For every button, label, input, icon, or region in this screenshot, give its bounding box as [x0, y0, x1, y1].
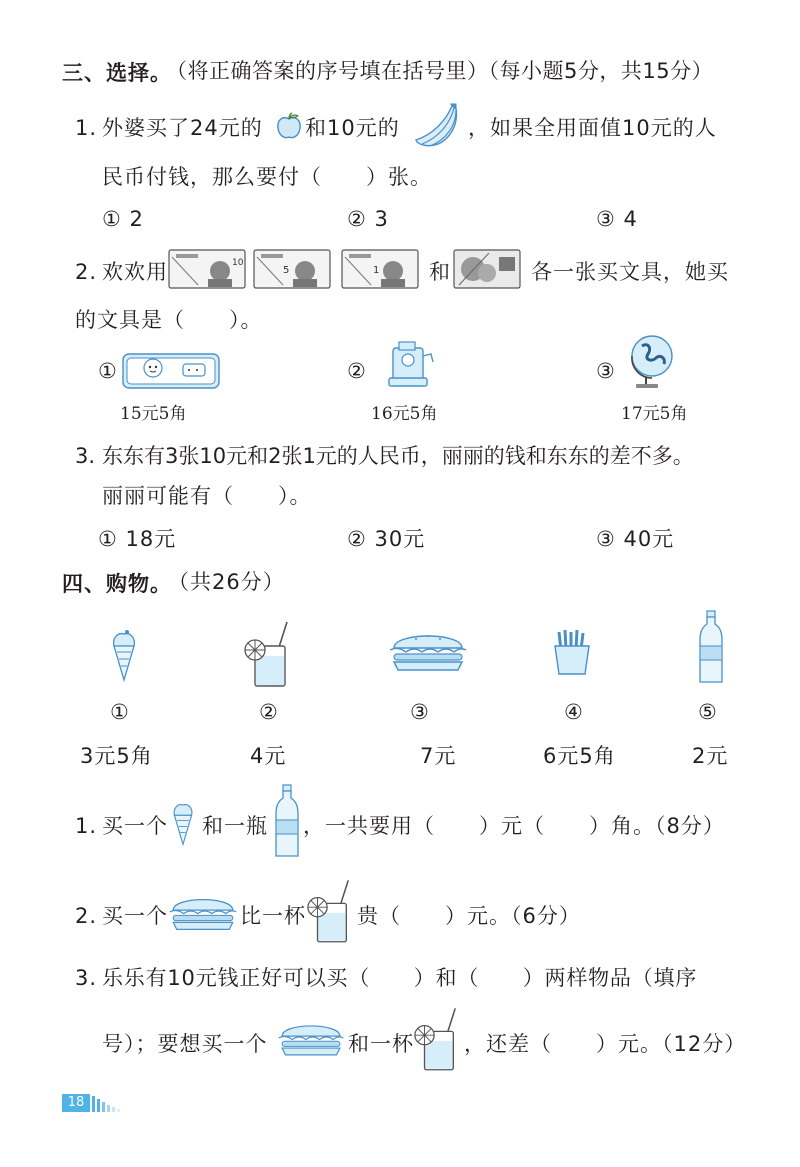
juice-icon: [243, 620, 293, 690]
q1-text-a: 外婆买了24元的: [102, 116, 263, 140]
ice-cream-icon: [171, 796, 195, 850]
globe-icon: [622, 332, 678, 390]
q2-option-3-mark[interactable]: ③: [596, 359, 616, 383]
section3-heading: 三、选择。: [62, 61, 172, 85]
s4-q3-text-c: 和一杯: [348, 1032, 414, 1056]
item-price-3: 7元: [420, 744, 457, 768]
q3-option-2[interactable]: ② 30元: [347, 527, 426, 551]
s4-q2-text-b: 比一杯: [240, 904, 306, 928]
banana-icon: [412, 102, 462, 150]
fries-icon: [551, 628, 593, 676]
item-price-4: 6元5角: [543, 744, 616, 768]
s4-q2-text-c: 贵（ ）元。（6分）: [357, 904, 581, 928]
juice-icon: [413, 1006, 461, 1074]
hamburger-icon: [277, 1014, 345, 1060]
page-number-badge: [62, 1094, 90, 1112]
ice-cream-icon: [110, 628, 138, 682]
pencil-sharpener-icon: [383, 338, 437, 390]
banknote-1-yuan-icon: [341, 249, 419, 289]
item-mark-3: ③: [410, 700, 430, 724]
banknote-5-yuan-icon: [253, 249, 331, 289]
q2-text-b: 和: [429, 260, 451, 284]
item-mark-5: ⑤: [698, 700, 718, 724]
pencil-case-icon: [121, 348, 221, 392]
hamburger-icon: [168, 888, 238, 934]
s4-q3-text-b: 号）；要想买一个: [102, 1032, 268, 1056]
water-bottle-icon: [697, 610, 725, 686]
item-mark-2: ②: [259, 700, 279, 724]
juice-icon: [306, 878, 354, 946]
apple-icon: [276, 112, 302, 140]
banknote-value: 5: [283, 265, 290, 276]
s4-q3-text-d: ，还差（ ）元。（12分）: [464, 1032, 747, 1056]
page-bars-decoration: [92, 1094, 124, 1112]
q3-number: 3.: [75, 444, 96, 468]
banknote-value: 1: [373, 265, 380, 276]
q2-text-a: 欢欢用: [102, 260, 168, 284]
item-price-1: 3元5角: [80, 744, 153, 768]
item-price-2: 4元: [250, 744, 287, 768]
page-number: 18: [67, 1095, 85, 1110]
q2-number: 2.: [75, 260, 98, 284]
q1-text-b: 和10元的: [305, 116, 400, 140]
section4-score: （共26分）: [168, 570, 285, 594]
q2-price-2: 16元5角: [371, 404, 438, 424]
s4-q1-text-a: 买一个: [102, 814, 168, 838]
q2-option-1-mark[interactable]: ①: [98, 359, 118, 383]
q2-price-3: 17元5角: [621, 404, 688, 424]
q2-text-d: 的文具是（ ）。: [75, 308, 263, 332]
item-mark-1: ①: [110, 700, 130, 724]
hamburger-icon: [388, 624, 468, 674]
banknote-value: 10: [232, 258, 244, 268]
s4-q1-number: 1.: [75, 814, 98, 838]
q1-text-d: 民币付钱，那么要付（ ）张。: [102, 165, 432, 189]
q2-price-1: 15元5角: [120, 404, 187, 424]
q1-option-3[interactable]: ③ 4: [596, 207, 638, 231]
s4-q1-text-b: 和一瓶: [202, 814, 268, 838]
q2-option-2-mark[interactable]: ②: [347, 359, 367, 383]
banknote-10-yuan-icon: [168, 249, 246, 289]
q1-text-c: ，如果全用面值10元的人: [468, 116, 717, 140]
section3-instructions: （将正确答案的序号填在括号里）（每小题5分，共15分）: [166, 59, 714, 83]
banknote-1-jiao-icon: [453, 249, 521, 289]
q1-number: 1.: [75, 116, 98, 140]
q3-text-b: 丽丽可能有（ ）。: [102, 484, 312, 508]
q1-option-2[interactable]: ② 3: [347, 207, 389, 231]
s4-q2-text-a: 买一个: [102, 904, 168, 928]
q3-text-a: 东东有3张10元和2张1元的人民币，丽丽的钱和东东的差不多。: [102, 444, 694, 468]
item-price-5: 2元: [692, 744, 729, 768]
q1-option-1[interactable]: ① 2: [102, 207, 144, 231]
item-mark-4: ④: [564, 700, 584, 724]
s4-q3-text-a: 乐乐有10元钱正好可以买（ ）和（ ）两样物品（填序: [102, 966, 698, 990]
s4-q1-text-c: ，一共要用（ ）元（ ）角。（8分）: [303, 814, 725, 838]
q3-option-1[interactable]: ① 18元: [98, 527, 177, 551]
water-bottle-icon: [273, 784, 301, 860]
q3-option-3[interactable]: ③ 40元: [596, 527, 675, 551]
s4-q3-number: 3.: [75, 966, 98, 990]
section4-heading: 四、购物。: [62, 572, 172, 596]
q2-text-c: 各一张买文具，她买: [531, 260, 729, 284]
s4-q2-number: 2.: [75, 904, 98, 928]
